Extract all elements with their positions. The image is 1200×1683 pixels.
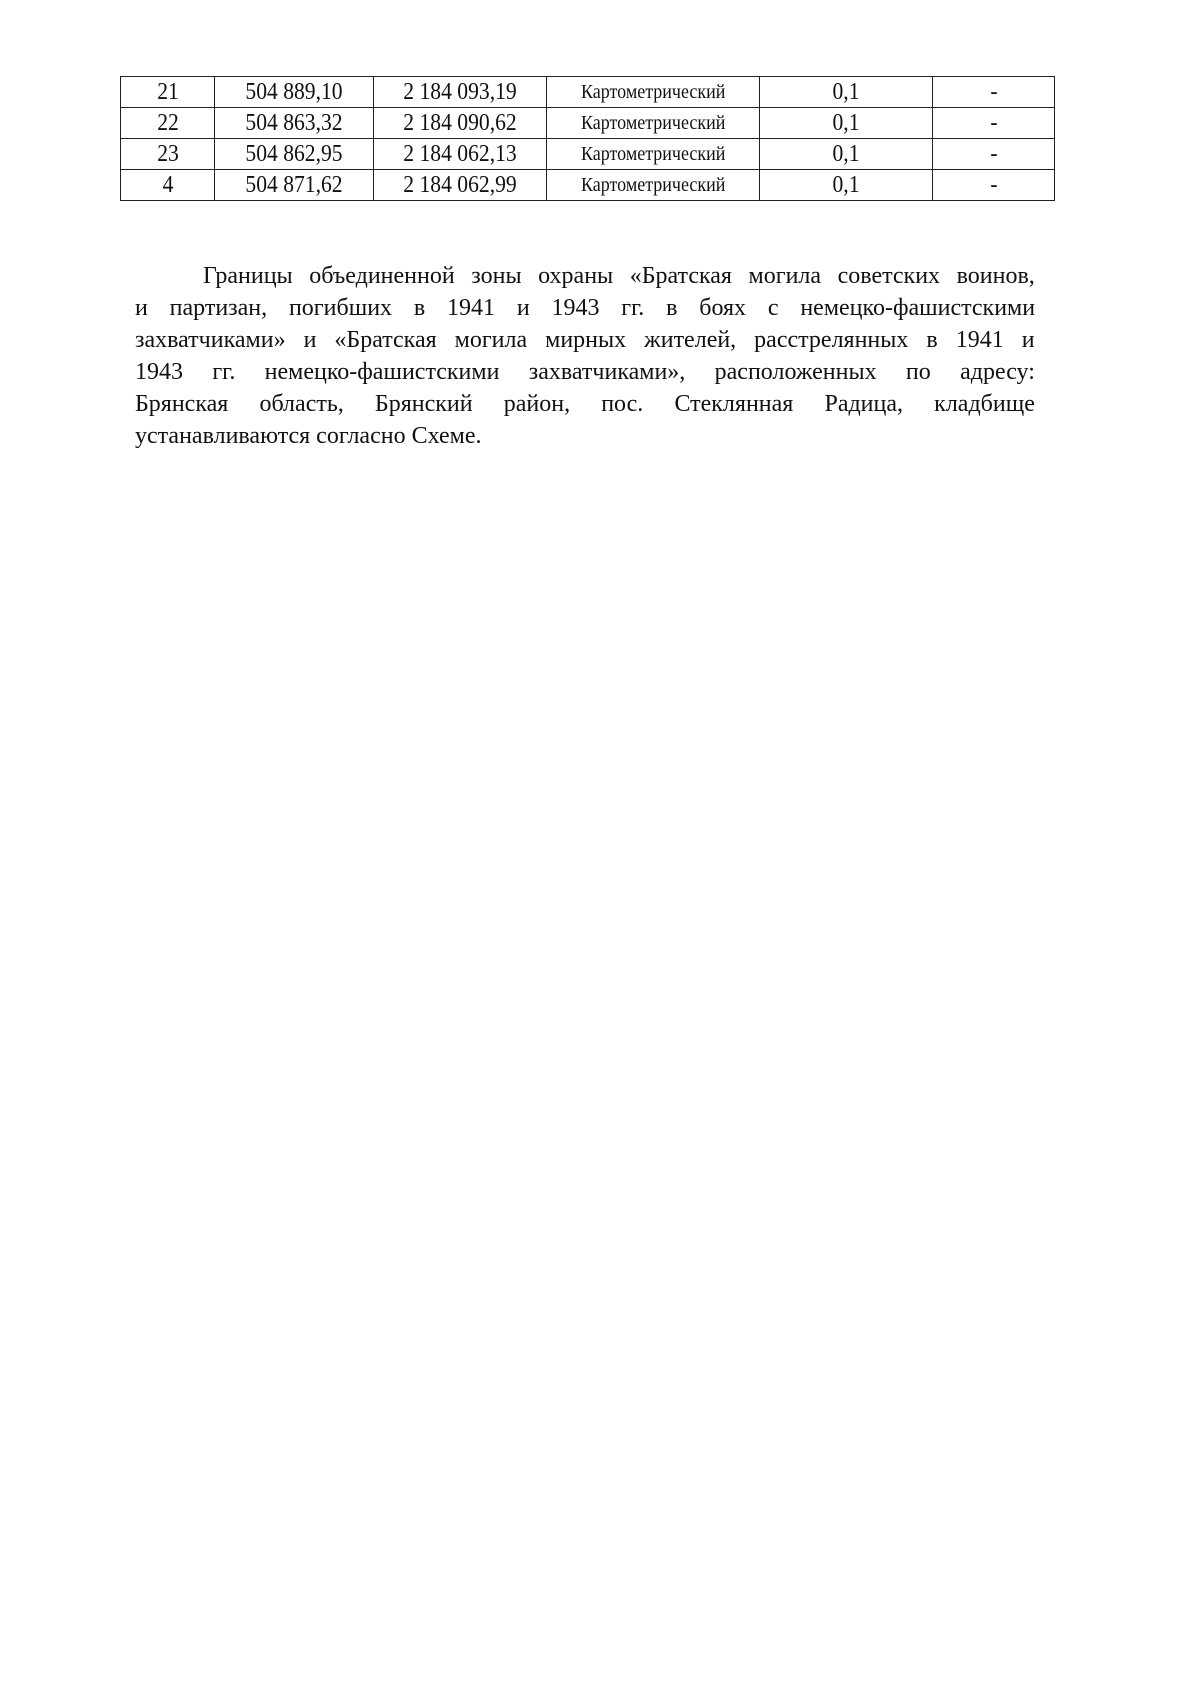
- method-cell: [547, 77, 760, 108]
- paragraph-line: Брянская область, Брянский район, пос. Стеклянная Радица, кладбище: [135, 391, 1035, 417]
- y-coordinate-cell: [374, 108, 547, 139]
- table-row: [121, 170, 1055, 201]
- accuracy-cell: [760, 77, 933, 108]
- x-coordinate-cell: [215, 77, 374, 108]
- method-cell: [547, 108, 760, 139]
- point-number-text: 21: [156, 79, 179, 105]
- x-coordinate-cell: [215, 108, 374, 139]
- x-coordinate-text: 504 889,10: [245, 79, 343, 105]
- point-number-text: 22: [156, 110, 179, 136]
- y-coordinate-text: 2 184 090,62: [403, 110, 517, 136]
- accuracy-text: 0,1: [832, 110, 860, 136]
- method-text: Картометрический: [580, 143, 726, 165]
- method-cell: [547, 139, 760, 170]
- point-number-cell: [121, 108, 215, 139]
- x-coordinate-cell: [215, 139, 374, 170]
- y-coordinate-text: 2 184 062,99: [403, 172, 517, 198]
- y-coordinate-text: 2 184 062,13: [403, 141, 517, 167]
- y-coordinate-cell: [374, 139, 547, 170]
- note-cell: [933, 139, 1055, 170]
- point-number-text: 4: [162, 172, 173, 198]
- note-cell: [933, 108, 1055, 139]
- accuracy-cell: [760, 108, 933, 139]
- note-text: -: [989, 79, 998, 105]
- note-text: -: [989, 110, 998, 136]
- x-coordinate-text: 504 862,95: [245, 141, 343, 167]
- paragraph-line: устанавливаются согласно Схеме.: [135, 423, 482, 449]
- point-number-cell: [121, 170, 215, 201]
- y-coordinate-text: 2 184 093,19: [403, 79, 517, 105]
- x-coordinate-text: 504 863,32: [245, 110, 343, 136]
- coordinates-table: [120, 76, 1055, 201]
- point-number-text: 23: [156, 141, 179, 167]
- x-coordinate-text: 504 871,62: [245, 172, 343, 198]
- note-cell: [933, 170, 1055, 201]
- method-text: Картометрический: [580, 112, 726, 134]
- y-coordinate-cell: [374, 77, 547, 108]
- point-number-cell: [121, 77, 215, 108]
- y-coordinate-cell: [374, 170, 547, 201]
- accuracy-text: 0,1: [832, 141, 860, 167]
- note-text: -: [989, 141, 998, 167]
- note-cell: [933, 77, 1055, 108]
- accuracy-cell: [760, 139, 933, 170]
- table-row: [121, 139, 1055, 170]
- table-row: [121, 108, 1055, 139]
- accuracy-text: 0,1: [832, 172, 860, 198]
- point-number-cell: [121, 139, 215, 170]
- zone-boundaries-paragraph: [135, 260, 1035, 452]
- paragraph-line: захватчиками» и «Братская могила мирных жителей, расстрелянных в 1941 и: [135, 327, 1035, 353]
- paragraph-line: и партизан, погибших в 1941 и 1943 гг. в боях с немецко-фашистскими: [135, 295, 1035, 321]
- note-text: -: [989, 172, 998, 198]
- accuracy-text: 0,1: [832, 79, 860, 105]
- method-text: Картометрический: [580, 81, 726, 103]
- method-text: Картометрический: [580, 174, 726, 196]
- paragraph-line: Границы объединенной зоны охраны «Братская могила советских воинов,: [203, 263, 1035, 289]
- table-row: [121, 77, 1055, 108]
- paragraph-line: 1943 гг. немецко-фашистскими захватчиками», расположенных по адресу:: [135, 359, 1035, 385]
- method-cell: [547, 170, 760, 201]
- x-coordinate-cell: [215, 170, 374, 201]
- accuracy-cell: [760, 170, 933, 201]
